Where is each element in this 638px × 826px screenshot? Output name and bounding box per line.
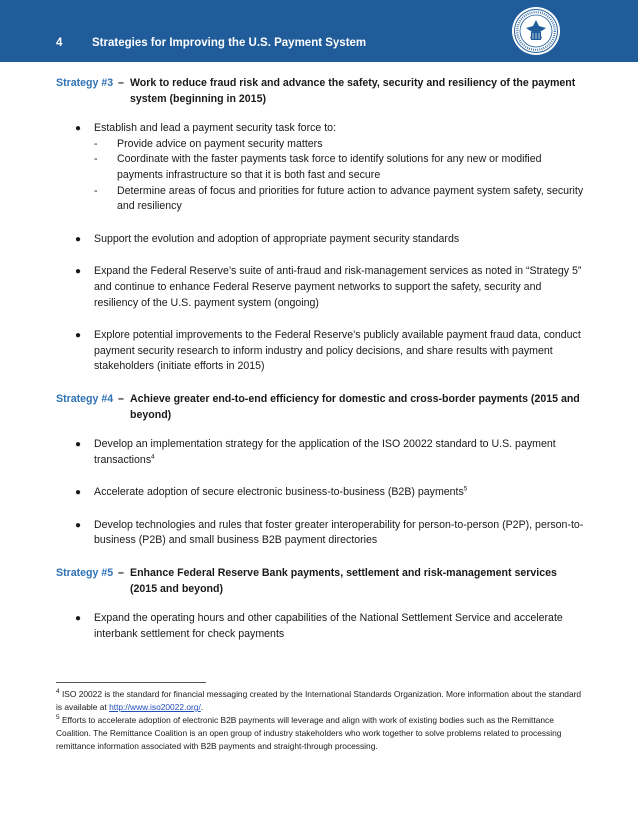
sub-item-text: Determine areas of focus and priorities for future action to advance payment system safety, security and resiliency (117, 184, 584, 213)
strategy-5-bullets (56, 611, 586, 642)
federal-reserve-seal-icon (511, 6, 561, 56)
footnote-text: Efforts to accelerate adoption of electronic B2B payments will leverage and align with work of existing bodies such as the Remittance Coalition. The Remittance Coalition is an open group of industry stakeholders who work together to solve problems related to processing remittance information associated with B2B payments and straight-through processing. (56, 715, 562, 751)
strategy-4-bullets (56, 437, 586, 549)
footnotes (56, 688, 586, 753)
strategy-text: Work to reduce fraud risk and advance the safety, security and resiliency of the payment system (beginning in 2015) (130, 77, 576, 105)
bullet-icon: ● (75, 487, 82, 499)
bullet-icon: ● (75, 233, 82, 245)
bullet-text: Establish and lead a payment security task force to: (94, 122, 337, 135)
footnote-ref[interactable]: 4 (151, 453, 155, 461)
iso20022-link[interactable]: http://www.iso20022.org/ (109, 702, 201, 712)
footnote-text: ISO 20022 is the standard for financial messaging created by the International Standards Organization. More information about the standard is available at (56, 689, 582, 712)
list-item (56, 437, 586, 468)
strategy-tag: Strategy #3 (56, 77, 114, 89)
bullet-text: Accelerate adoption of secure electronic business-to-business (B2B) payments (94, 486, 464, 499)
hyphen-icon: - (94, 184, 98, 197)
list-item (56, 485, 586, 501)
document-body (56, 76, 586, 659)
footnote-divider (56, 682, 206, 683)
strategy-3-bullets (56, 121, 586, 375)
bullet-icon: ● (75, 613, 82, 625)
strategy-4-heading (56, 392, 586, 423)
sub-list (94, 137, 586, 215)
hyphen-icon: - (94, 153, 98, 166)
bullet-icon: ● (75, 123, 82, 135)
bullet-text: Expand the operating hours and other capabilities of the National Settlement Service and accelerate interbank settlement for check payments (94, 612, 563, 640)
hyphen-icon: - (94, 137, 98, 150)
footnote-number: 4 (56, 688, 60, 696)
footnote-number: 5 (56, 714, 60, 722)
sub-item (94, 137, 586, 153)
page-header (0, 0, 638, 62)
strategy-dash: – (118, 77, 124, 89)
list-item (56, 328, 586, 375)
bullet-icon: ● (75, 266, 82, 278)
bullet-text: Expand the Federal Reserve’s suite of anti-fraud and risk-management services as noted in “Strategy 5” and continue to enhance Federal Reserve payment networks to support the safety, security and resiliency of the U.S. payment system (ongoing) (94, 265, 582, 309)
list-item (56, 121, 586, 215)
bullet-text: Develop an implementation strategy for the application of the ISO 20022 standard to U.S. payment transactions (94, 438, 556, 466)
strategy-dash: – (118, 567, 124, 580)
strategy-tag: Strategy #5 (56, 567, 114, 580)
sub-item (94, 152, 586, 183)
strategy-dash: – (118, 392, 124, 405)
page-number: 4 (56, 37, 63, 49)
footnote-ref[interactable]: 5 (463, 485, 468, 493)
list-item (56, 611, 586, 642)
strategy-text: Achieve greater end-to-end efficiency for domestic and cross-border payments (2015 and beyond) (130, 392, 580, 421)
header-title: Strategies for Improving the U.S. Payment System (92, 37, 367, 49)
strategy-text: Enhance Federal Reserve Bank payments, settlement and risk-management services (2015 and beyond) (130, 567, 557, 595)
list-item (56, 518, 586, 549)
strategy-3-heading (56, 76, 586, 107)
bullet-icon: ● (75, 519, 82, 531)
strategy-tag: Strategy #4 (56, 392, 114, 405)
sub-item-text: Coordinate with the faster payments task force to identify solutions for any new or modified payments infrastructure so that it is both fast and secure (117, 153, 542, 181)
sub-item-text: Provide advice on payment security matters (117, 137, 323, 150)
bullet-text: Explore potential improvements to the Federal Reserve’s publicly available payment fraud data, conduct payment security research to inform industry and policy decisions, and share results with payment stakeholders (initiate efforts in 2015) (94, 329, 581, 373)
bullet-text: Develop technologies and rules that foster greater interoperability for person-to-person (P2P), person-to-business (P2B) and small business B2B payment directories (94, 518, 584, 547)
list-item (56, 264, 586, 311)
strategy-5-heading (56, 566, 586, 597)
footnote-4 (56, 688, 586, 714)
bullet-icon: ● (75, 330, 82, 342)
bullet-text: Support the evolution and adoption of appropriate payment security standards (94, 232, 460, 245)
footnote-5 (56, 714, 586, 753)
bullet-icon: ● (75, 439, 82, 451)
sub-item (94, 184, 586, 215)
footnote-text-end: . (200, 702, 204, 712)
list-item (56, 232, 586, 248)
